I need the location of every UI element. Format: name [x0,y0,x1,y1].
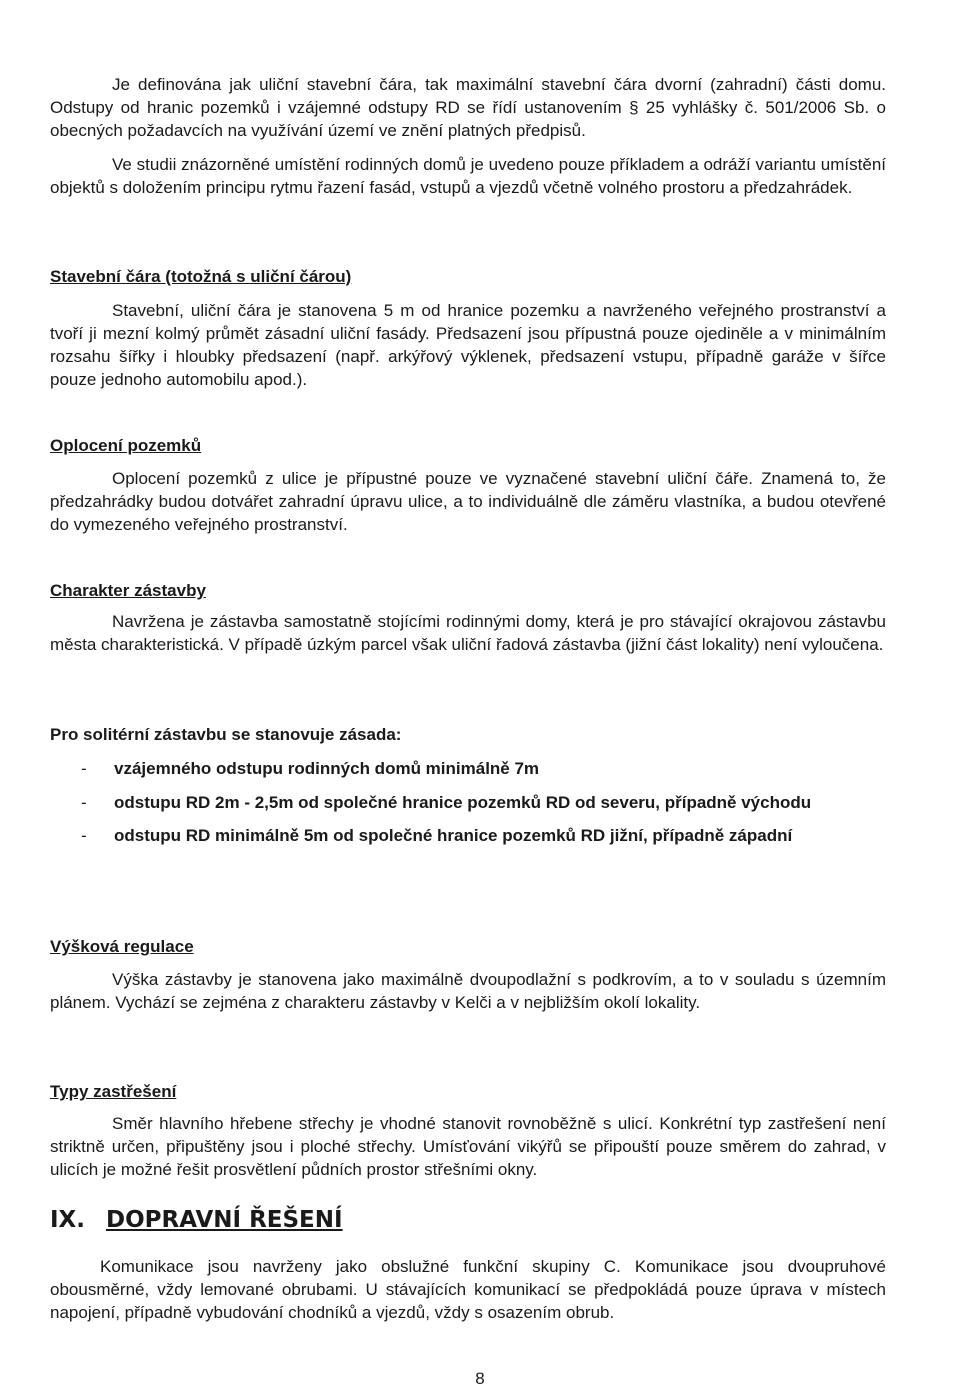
heading-charakter: Charakter zástavby [50,581,206,600]
intro-paragraph: Je definována jak uliční stavební čára, tak maximální stavební čára dvorní (zahradní) části domu. Odstupy od hranic pozemků i vzájemné odstupy RD se řídí ustanovením § 25 vyhlášky č. 501/2006 Sb. o obecných požadavcích na využívání území ve znění platných předpisů. [50,75,886,140]
list-dash: - [81,826,87,845]
typy-zastreseni-text: Směr hlavního hřebene střechy je vhodné stanovit rovnoběžně s ulicí. Konkrétní typ zastřešení není striktně určen, připuštěny jsou i ploché střechy. Umísťování vikýřů se připouští pouze směrem do zahrad, v ulicích je možné řešit prosvětlení půdních prostor střešními okny. [50,1114,886,1179]
heading-vyskova-regulace: Výšková regulace [50,937,194,956]
heading-solitery: Pro solitérní zástavbu se stanovuje zásada: [50,725,402,744]
vyskova-regulace-text: Výška zástavby je stanovena jako maximálně dvoupodlažní s podkrovím, a to v souladu s územním plánem. Vychází se zejména z charakteru zástavby v Kelči a v nejbližším okolí lokality. [50,970,886,1012]
heading-typy-zastreseni: Typy zastřešení [50,1082,177,1101]
stavebni-cara-text: Stavební, uliční čára je stanovena 5 m od hranice pozemku a navrženého veřejného prostranství a tvoří ji mezní kolmý průmět zásadní uliční fasády. Předsazení jsou přípustná pouze ojediněle a v minimálním rozsahu šířky i hloubky předsazení (např. arkýřový výklenek, předsazení vstupu, případně garáže v šířce pouze jednoho automobilu apod.). [50,301,886,389]
zasady-list [50,757,886,847]
chapter-title: DOPRAVNÍ ŘEŠENÍ [106,1207,343,1233]
page-number: 8 [475,1369,485,1388]
chapter-number: IX. [50,1207,86,1233]
list-item-text: odstupu RD 2m - 2,5m od společné hranice pozemků RD od severu, případně východu [114,793,812,812]
list-item-text: vzájemného odstupu rodinných domů minimálně 7m [114,759,540,778]
heading-oploceni: Oplocení pozemků [50,436,202,455]
doprava-text: Komunikace jsou navrženy jako obslužné funkční skupiny C. Komunikace jsou dvoupruhové obousměrné, vždy lemované obrubami. U stávajících komunikací se předpokládá pouze úprava v místech napojení, případně vybudování chodníků a vjezdů, vždy s osazením obrub. [50,1257,886,1322]
list-item [50,824,886,847]
oploceni-text: Oplocení pozemků z ulice je přípustné pouze ve vyznačené stavební uliční čáře. Znamená to, že předzahrádky budou dotvářet zahradní úpravu ulice, a to individuálně dle záměru vlastníka, a budou otevřené do vymezeného veřejného prostranství. [50,469,886,534]
list-item [50,757,886,780]
list-item-text: odstupu RD minimálně 5m od společné hranice pozemků RD jižní, případně západní [114,826,793,845]
list-dash: - [81,793,87,812]
list-item [50,791,886,814]
heading-stavebni-cara: Stavební čára (totožná s uliční čárou) [50,267,352,286]
charakter-text: Navržena je zástavba samostatně stojícími rodinnými domy, která je pro stávající okrajovou zástavbu města charakteristická. V případě úzkým parcel však uliční řadová zástavba (jižní část lokality) není vyloučena. [50,612,886,654]
list-dash: - [81,759,87,778]
study-paragraph: Ve studii znázorněné umístění rodinných domů je uvedeno pouze příkladem a odráží variantu umístění objektů s doložením principu rytmu řazení fasád, vstupů a vjezdů včetně volného prostoru a předzahrádek. [50,155,886,197]
chapter-heading [50,1205,343,1235]
